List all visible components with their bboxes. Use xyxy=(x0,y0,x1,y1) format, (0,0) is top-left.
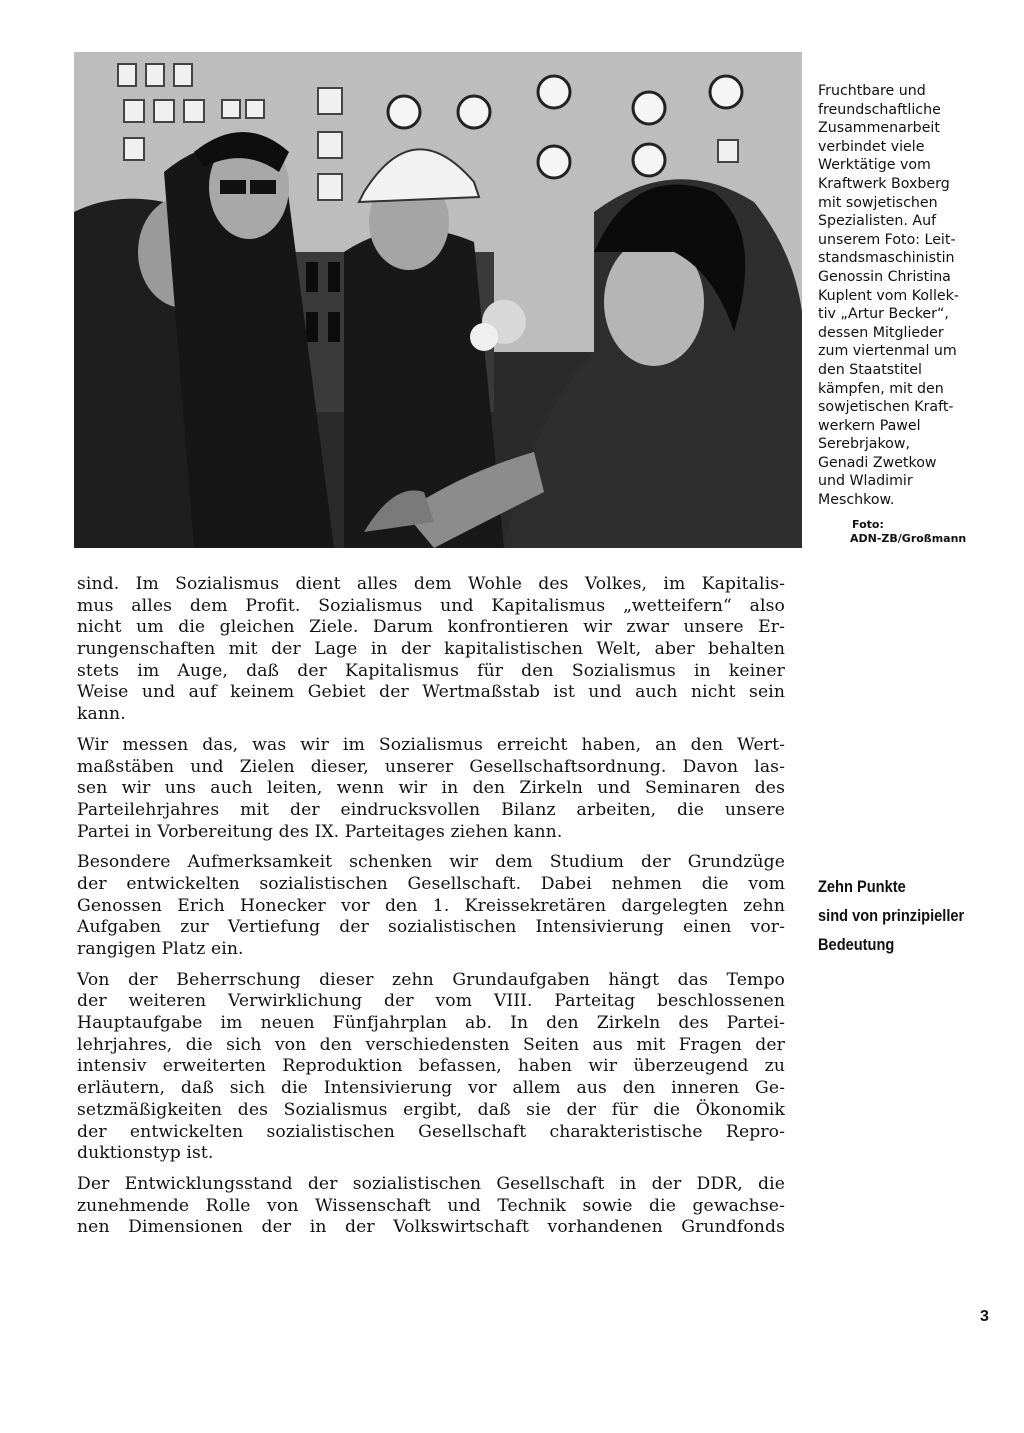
photo-credit xyxy=(850,518,1010,546)
body-line: nen Dimensionen der in der Volkswirtschaft vorhandenen Grundfonds xyxy=(77,1217,785,1238)
body-line: lehrjahres, die sich von den verschiedensten Seiten aus mit Fragen der xyxy=(77,1034,785,1055)
caption-line: verbindet viele xyxy=(818,138,925,155)
caption-line: Werktätige vom xyxy=(818,157,931,174)
caption-line: und Wladimir xyxy=(818,473,913,490)
body-line: Genossen Erich Honecker vor den 1. Kreissekretären dargelegten zehn xyxy=(77,895,785,916)
body-line: rungenschaften mit der Lage in der kapitalistischen Welt, aber behalten xyxy=(77,639,785,660)
body-line: intensiv erweiterten Reproduktion befassen, haben wir überzeugend zu xyxy=(77,1056,785,1077)
caption-line: Kuplent vom Kollek- xyxy=(818,287,959,304)
body-line: erläutern, daß sich die Intensivierung vor allem aus den inneren Ge- xyxy=(77,1078,785,1099)
caption-line: Genadi Zwetkow xyxy=(818,454,937,471)
caption-line: unserem Foto: Leit- xyxy=(818,231,956,248)
caption-line: zum viertenmal um xyxy=(818,343,957,360)
body-line: Partei in Vorbereitung des IX. Parteitages ziehen kann. xyxy=(77,821,563,842)
caption-line: sowjetischen Kraft- xyxy=(818,399,954,416)
body-line: rangigen Platz ein. xyxy=(77,939,244,959)
body-line: setzmäßigkeiten des Sozialismus ergibt, daß sie der für die Ökonomik xyxy=(77,1099,785,1120)
photo-caption xyxy=(818,82,988,510)
credit-source: ADN-ZB/Großmann xyxy=(850,532,967,545)
body-line: Weise und auf keinem Gebiet der Wertmaßstab ist und auch nicht sein xyxy=(77,682,785,703)
caption-line: Zusammenarbeit xyxy=(818,120,940,137)
photo-icon xyxy=(74,52,802,548)
caption-line: standsmaschinistin xyxy=(818,250,955,267)
body-line: Parteilehrjahres mit der eindrucksvollen Bilanz arbeiten, die unsere xyxy=(77,799,785,820)
page-number: 3 xyxy=(980,1308,989,1325)
body-line: sen wir uns auch leiten, wenn wir in den Zirkeln und Seminaren des xyxy=(77,778,785,799)
caption-line: Kraftwerk Boxberg xyxy=(818,175,950,192)
body-line: mus alles dem Profit. Sozialismus und Kapitalismus „wetteifern“ also xyxy=(77,595,785,616)
credit-label: Foto: xyxy=(852,518,884,531)
caption-line: Serebrjakow, xyxy=(818,436,910,453)
margin-heading-line: Zehn Punkte xyxy=(818,877,906,896)
caption-line: kämpfen, mit den xyxy=(818,380,944,397)
article-body xyxy=(77,574,785,1239)
caption-line: Spezialisten. Auf xyxy=(818,213,937,230)
body-line: nicht um die gleichen Ziele. Darum konfrontieren wir zwar unsere Er- xyxy=(77,617,785,638)
body-line: Der Entwicklungsstand der sozialistischen Gesellschaft in der DDR, die xyxy=(77,1173,785,1194)
body-line: maßstäben und Zielen dieser, unserer Gesellschaftsordnung. Davon las- xyxy=(77,756,785,777)
caption-line: Meschkow. xyxy=(818,492,895,509)
body-line: der entwickelten sozialistischen Gesellschaft. Dabei nehmen die vom xyxy=(77,873,785,894)
caption-line: Genossin Christina xyxy=(818,268,951,285)
body-line: Besondere Aufmerksamkeit schenken wir dem Studium der Grundzüge xyxy=(77,852,785,873)
body-line: sind. Im Sozialismus dient alles dem Wohle des Volkes, im Kapitalis- xyxy=(77,574,785,594)
body-line: stets im Auge, daß der Kapitalismus für den Sozialismus in keiner xyxy=(77,660,785,681)
caption-line: freundschaftliche xyxy=(818,101,941,118)
body-line: zunehmende Rolle von Wissenschaft und Technik sowie die gewachse- xyxy=(77,1195,785,1216)
body-line: der entwickelten sozialistischen Gesellschaft charakteristische Repro- xyxy=(77,1121,785,1142)
margin-heading-line: sind von prinzipieller xyxy=(818,906,965,925)
photo xyxy=(74,52,802,548)
caption-line: tiv „Artur Becker“, xyxy=(818,306,949,323)
caption-line: Fruchtbare und xyxy=(818,83,926,99)
body-line: Hauptaufgabe im neuen Fünfjahrplan ab. In den Zirkeln des Partei- xyxy=(77,1013,785,1034)
body-line: Wir messen das, was wir im Sozialismus erreicht haben, an den Wert- xyxy=(77,734,785,755)
body-line: der weiteren Verwirklichung der vom VIII. Parteitag beschlossenen xyxy=(77,991,785,1012)
caption-line: werkern Pawel xyxy=(818,417,921,434)
caption-line: dessen Mitglieder xyxy=(818,324,944,341)
body-line: kann. xyxy=(77,704,126,725)
caption-line: mit sowjetischen xyxy=(818,194,938,211)
margin-heading xyxy=(818,872,973,959)
margin-heading-line: Bedeutung xyxy=(818,935,895,954)
caption-line: den Staatstitel xyxy=(818,361,922,378)
body-line: Aufgaben zur Vertiefung der sozialistischen Intensivierung einen vor- xyxy=(77,917,785,938)
body-line: duktionstyp ist. xyxy=(77,1143,214,1164)
body-line: Von der Beherrschung dieser zehn Grundaufgaben hängt das Tempo xyxy=(77,969,785,990)
